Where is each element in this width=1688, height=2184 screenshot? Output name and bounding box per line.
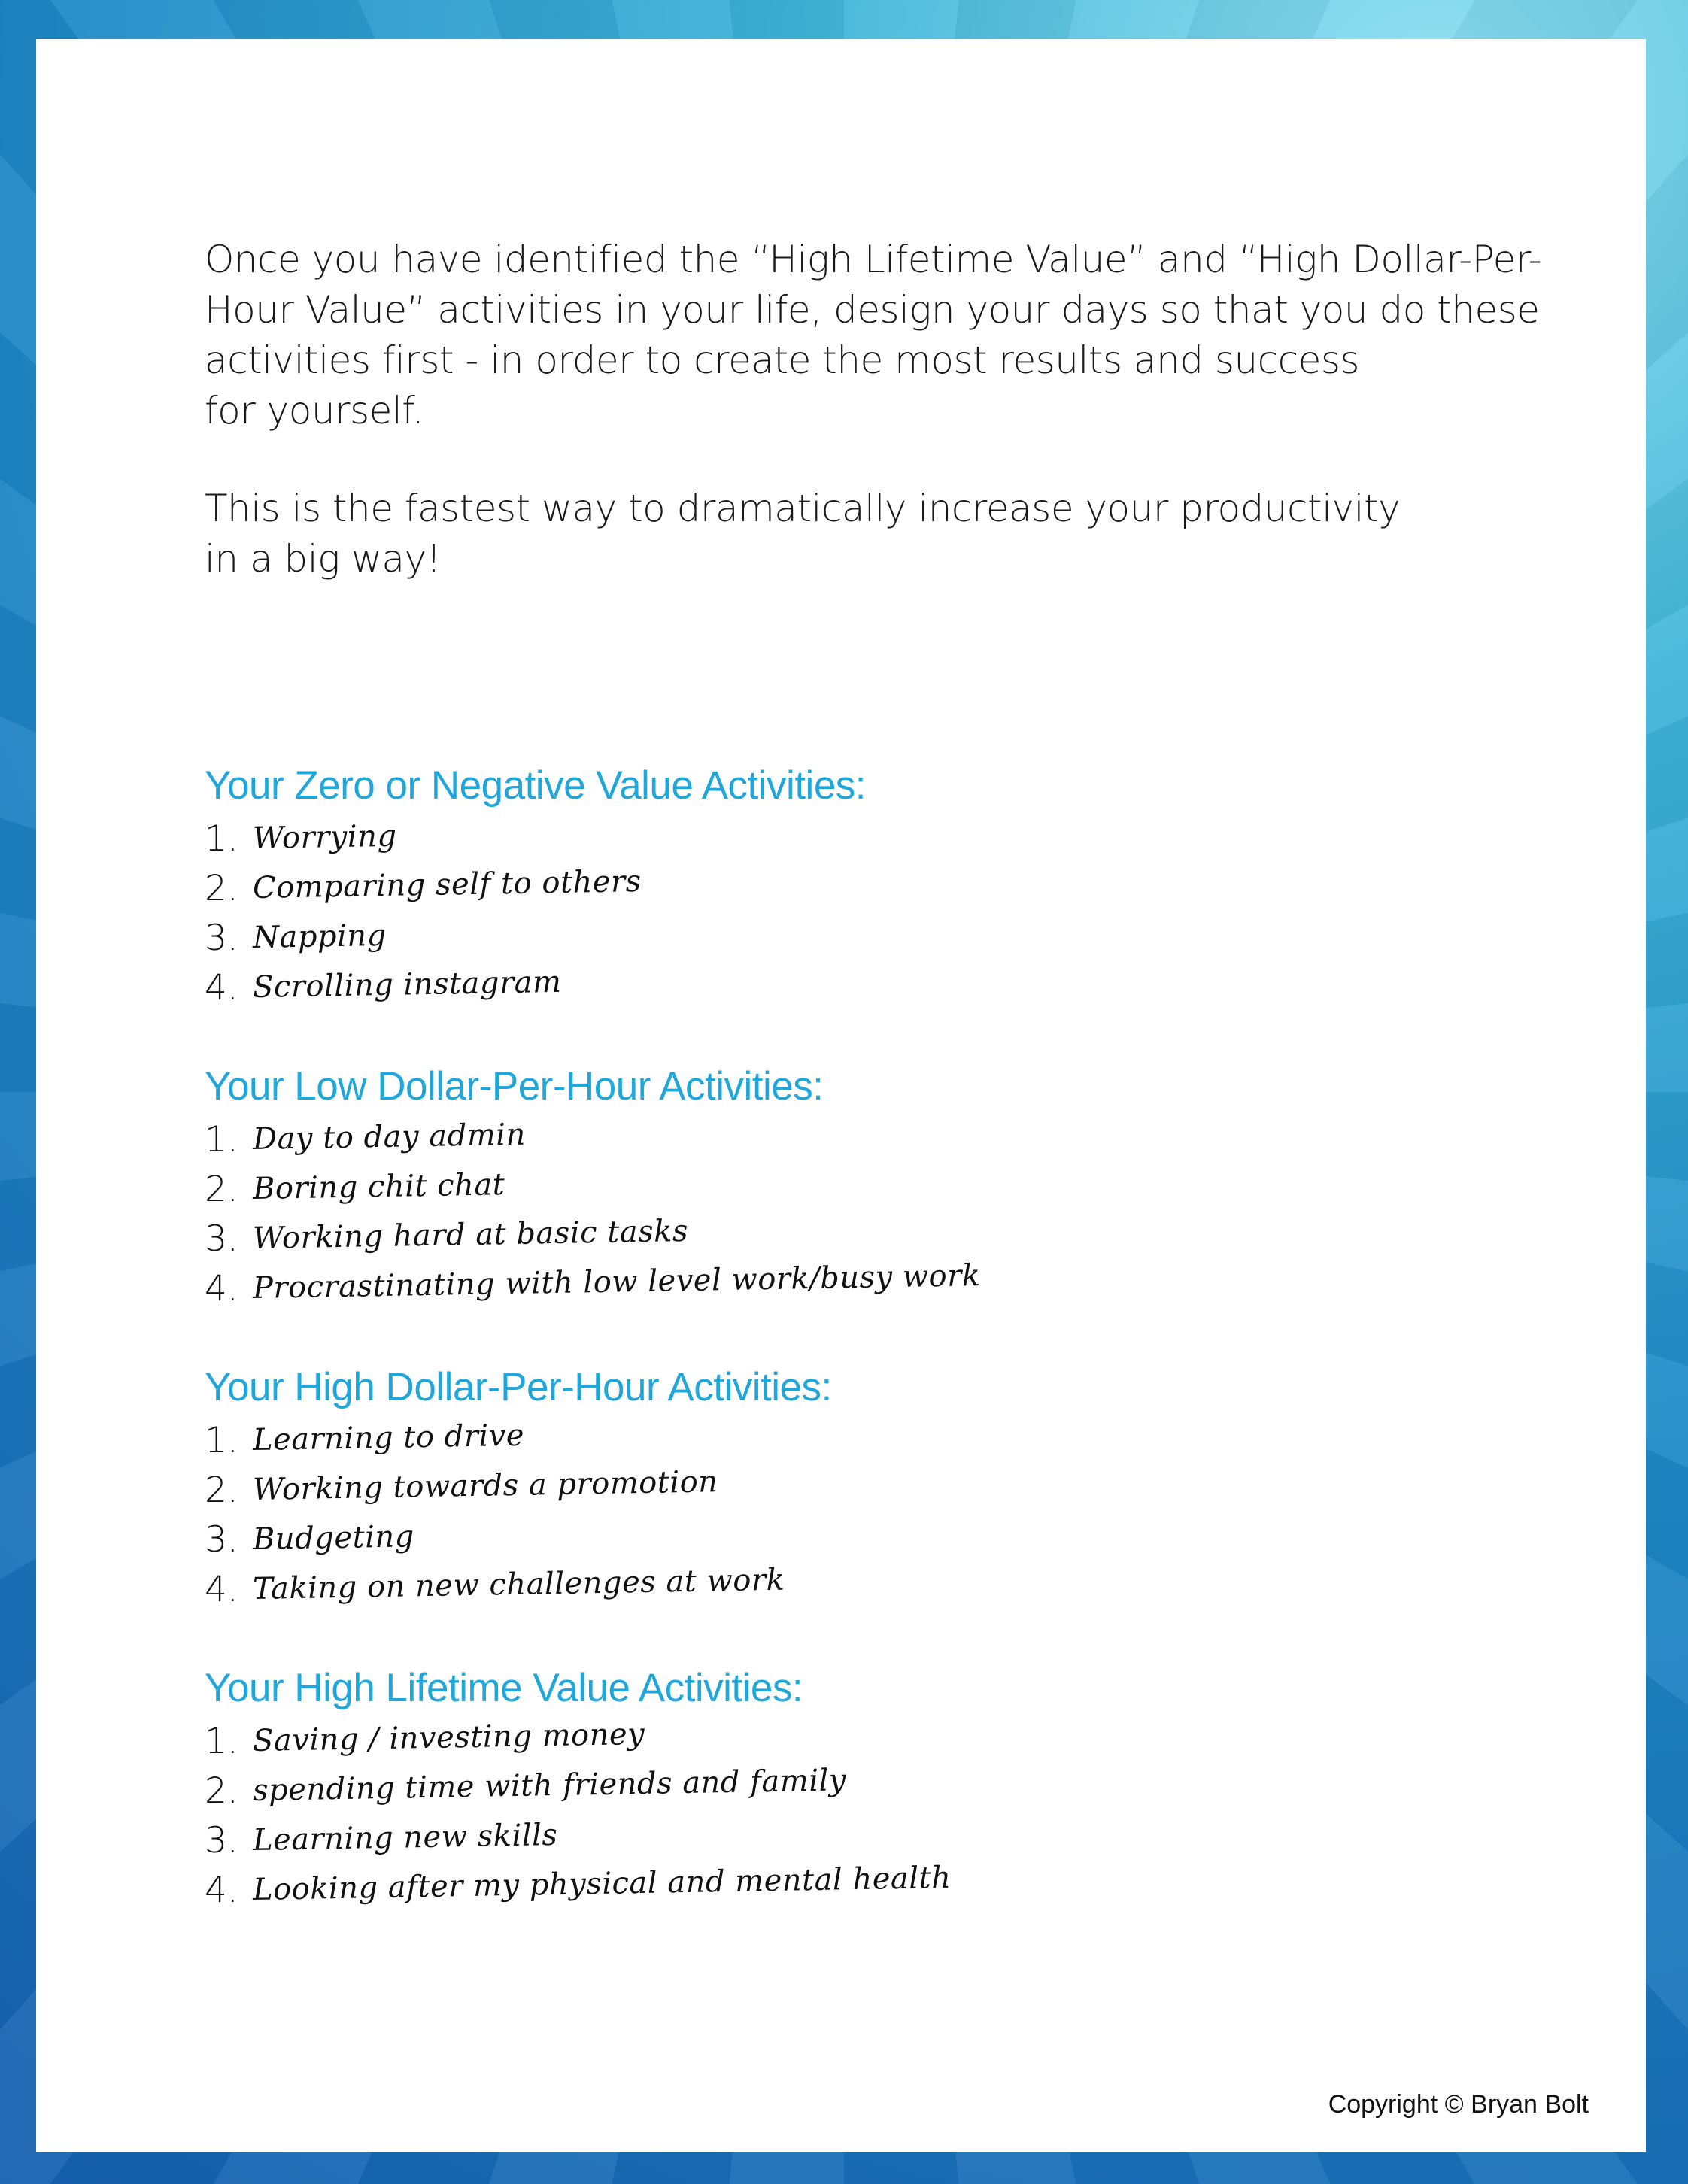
section-low-dollar-per-hour-activities [205,1062,1559,1313]
section-high-dollar-per-hour-activities [205,1363,1559,1614]
handwritten-entry: Boring chit chat [252,1167,505,1206]
list-item [205,913,1559,963]
list-item [205,1258,1559,1313]
handwritten-entry: Learning to drive [252,1418,525,1458]
item-number: 4. [205,1267,238,1309]
section-high-lifetime-value-activities [205,1664,1559,1915]
activity-list [205,1716,1559,1915]
handwritten-entry: Budgeting [252,1519,415,1557]
list-item [205,1515,1559,1564]
handwritten-entry: Worrying [252,818,397,856]
list-item [205,1564,1559,1614]
activity-list [205,1115,1559,1313]
item-number: 3. [205,1518,238,1561]
list-item [205,1716,1559,1766]
list-item [205,814,1559,863]
handwritten-entry: Comparing self to others [252,863,642,905]
handwritten-entry: Taking on new challenges at work [252,1562,785,1606]
item-number: 2. [205,1770,238,1812]
item-number: 2. [205,1469,238,1511]
item-number: 2. [205,1168,238,1210]
handwritten-entry: Looking after my physical and mental health [252,1860,952,1907]
list-item [205,1465,1559,1515]
item-number: 1. [205,1720,238,1762]
handwritten-entry: Scrolling instagram [252,964,562,1005]
handwritten-entry: Saving / investing money [252,1716,645,1758]
list-item [205,1415,1559,1465]
item-number: 3. [205,917,238,959]
section-title: Your Zero or Negative Value Activities: [205,763,867,808]
section-zero-value-activities [205,761,1559,1012]
handwritten-entry: spending time with friends and family [252,1763,847,1808]
item-number: 4. [205,1869,238,1911]
worksheet-page [36,39,1646,2152]
handwritten-entry: Napping [252,918,387,955]
intro-paragraph-2: This is the fastest way to dramatically increase your productivity in a big way! [205,487,1401,581]
section-title: Your High Dollar-Per-Hour Activities: [205,1365,832,1409]
activity-list [205,814,1559,1012]
item-number: 4. [205,1568,238,1610]
list-item [205,1214,1559,1263]
handwritten-entry: Working hard at basic tasks [252,1213,689,1256]
list-item [205,1164,1559,1214]
handwritten-entry: Day to day admin [252,1117,527,1157]
copyright-notice: Copyright © Bryan Bolt [1328,2090,1589,2119]
list-item [205,1860,1559,1915]
activity-list [205,1415,1559,1614]
intro-paragraph-1: Once you have identified the “High Lifetime Value” and “High Dollar-Per- Hour Value” activities in your life, design your days so that you do these activities first - in order to create the most results and success for yourself. [205,238,1542,432]
item-number: 1. [205,817,238,860]
list-item [205,1815,1559,1865]
section-title: Your High Lifetime Value Activities: [205,1666,803,1710]
handwritten-entry: Working towards a promotion [252,1464,718,1507]
item-number: 2. [205,867,238,909]
item-number: 3. [205,1218,238,1260]
list-item [205,963,1559,1012]
section-title: Your Low Dollar-Per-Hour Activities: [205,1064,824,1109]
list-item [205,1763,1559,1815]
item-number: 3. [205,1819,238,1861]
item-number: 1. [205,1419,238,1461]
list-item [205,1115,1559,1164]
item-number: 4. [205,966,238,1009]
intro-text [205,235,1544,632]
item-number: 1. [205,1118,238,1160]
handwritten-entry: Procrastinating with low level work/busy work [252,1258,981,1306]
list-item [205,863,1559,913]
handwritten-entry: Learning new skills [252,1817,558,1858]
